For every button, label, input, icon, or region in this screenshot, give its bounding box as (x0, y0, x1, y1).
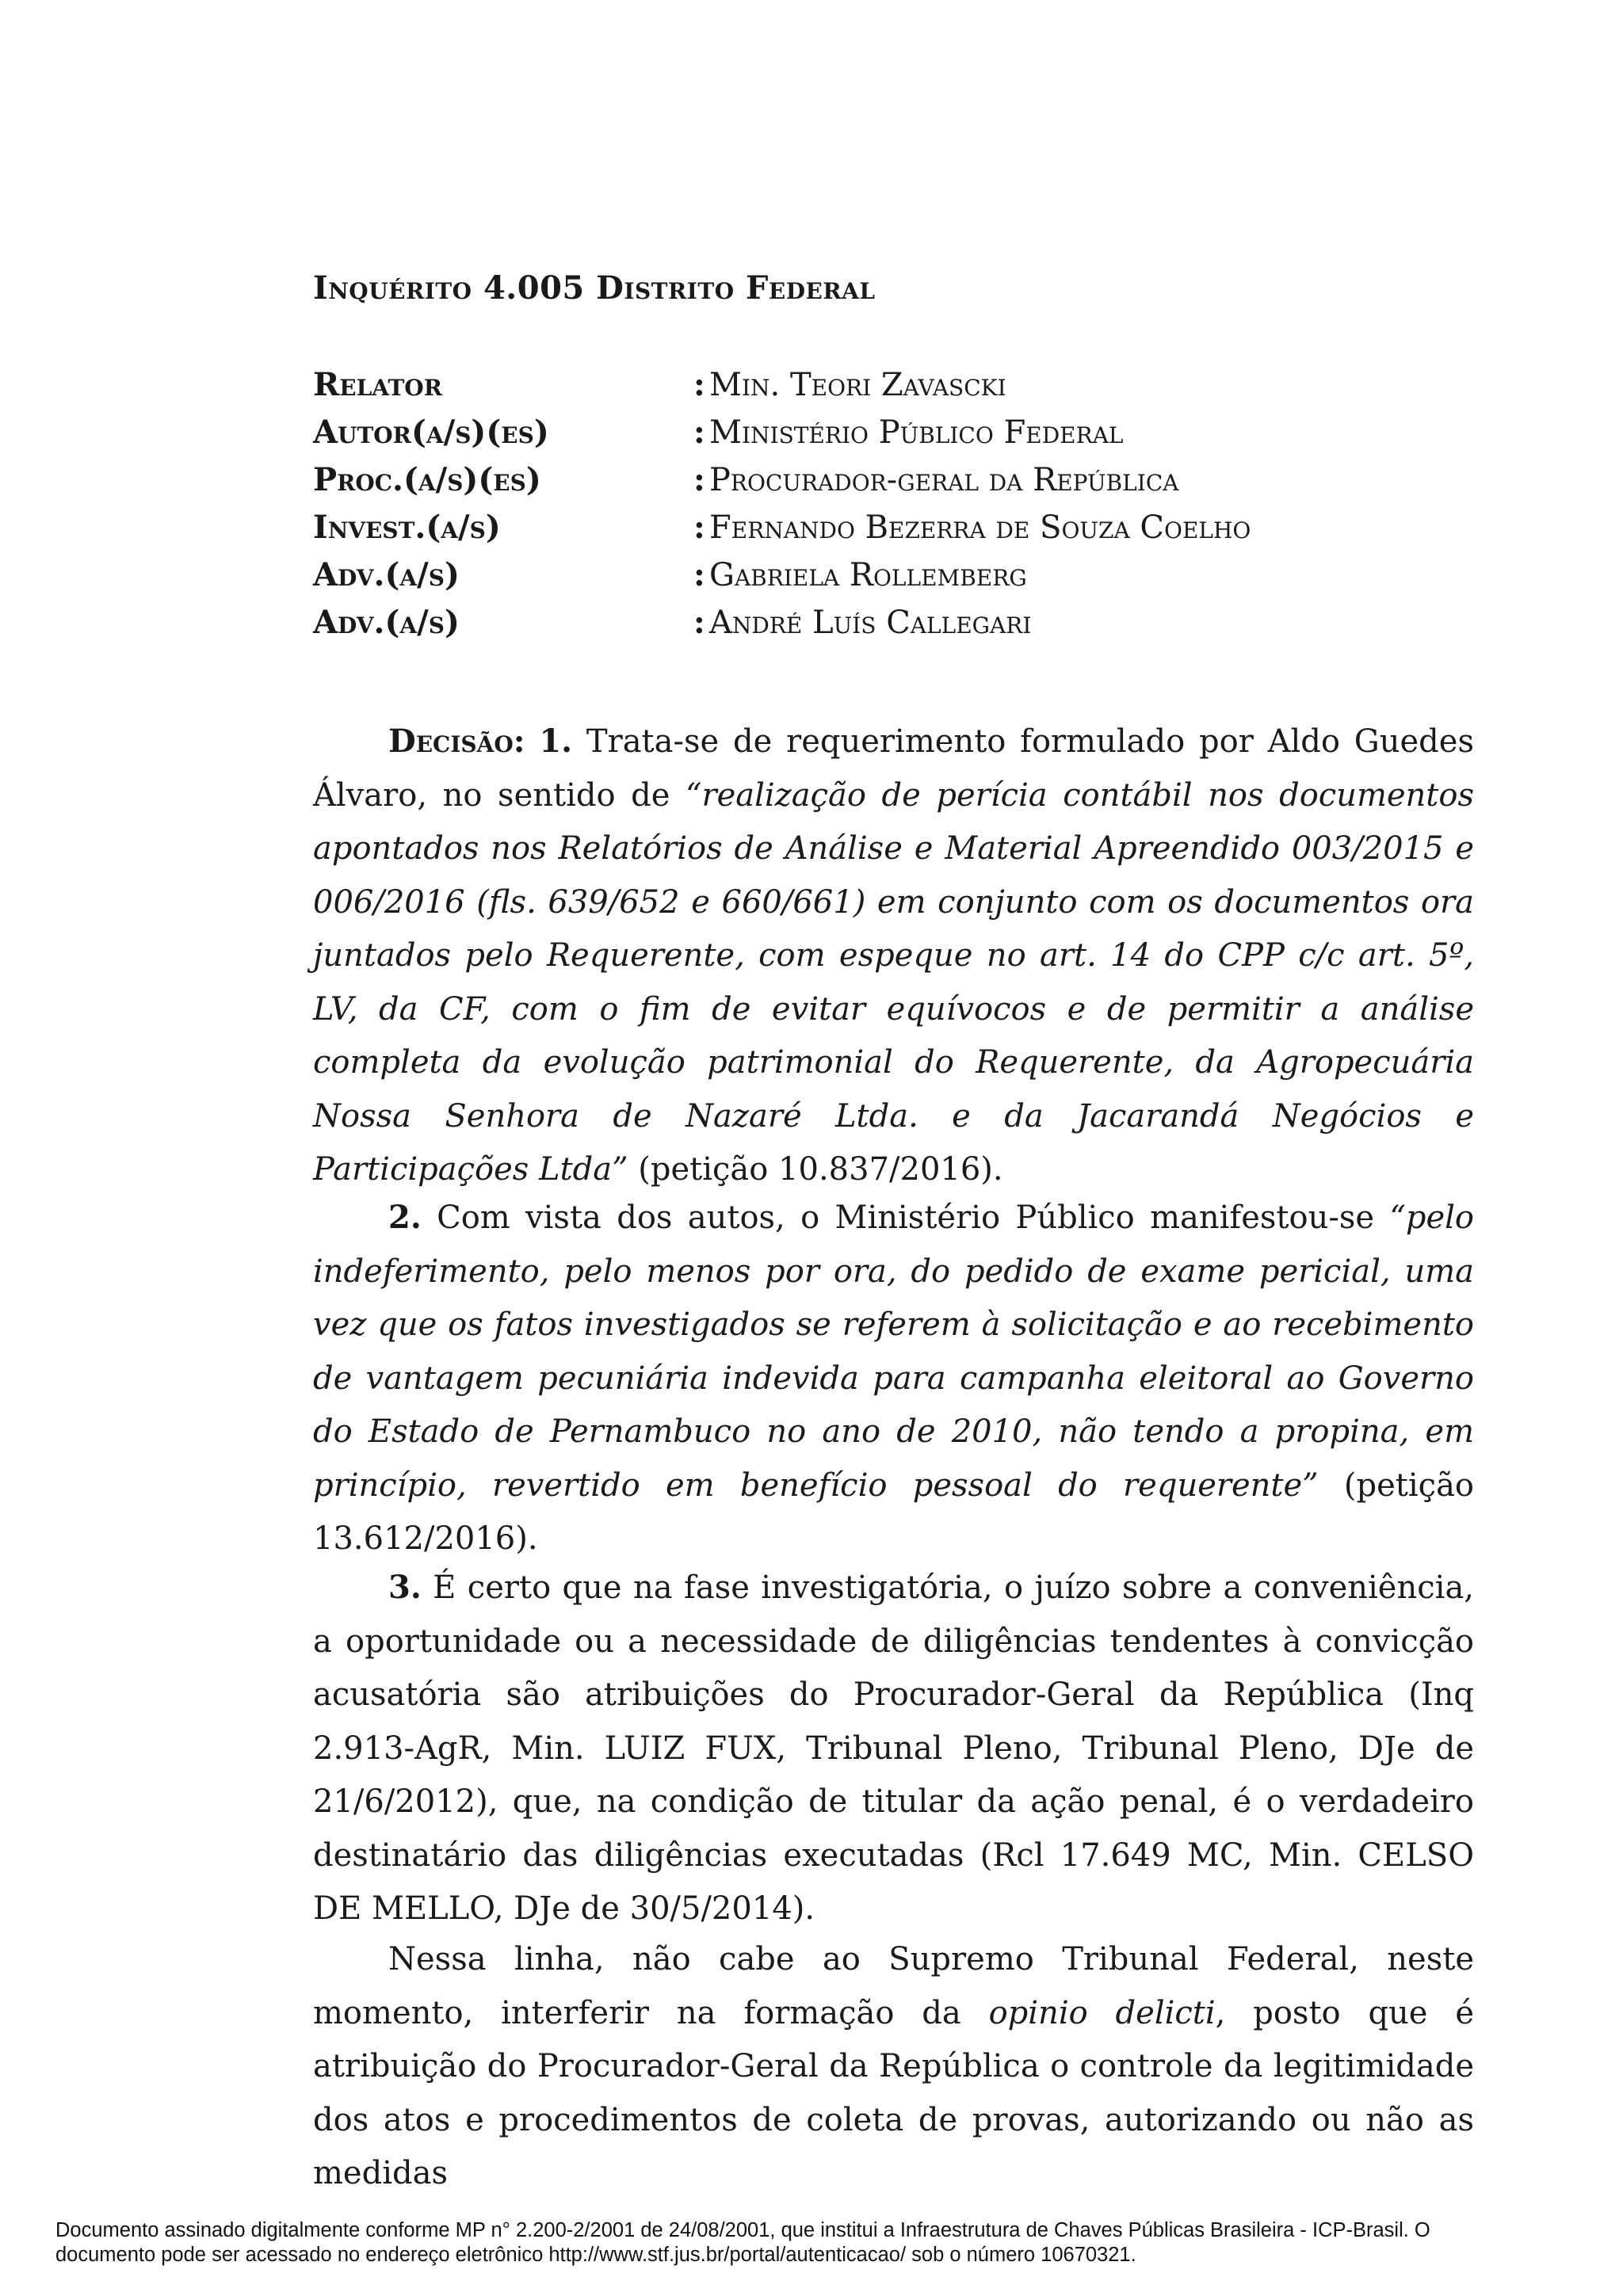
party-colon: : (693, 556, 705, 593)
paragraph-text: Trata-se de requerimento formulado por Aldo Guedes Álvaro, no sentido de (313, 723, 1474, 814)
signature-footer (55, 2218, 1569, 2267)
paragraph-text-continued: , posto que é atribuição do Procurador-Geral da República o controle da legitimidade dos atos e procedimentos de coleta de provas, autorizando ou não as medidas (313, 1994, 1474, 2191)
party-row-autor (313, 414, 1502, 461)
paragraph-1 (313, 715, 1474, 1197)
party-colon: : (693, 414, 705, 451)
paragraph-number: 2. (388, 1199, 422, 1236)
party-row-advogado-1 (313, 556, 1502, 604)
party-row-procurador (313, 461, 1502, 509)
party-colon: : (693, 509, 705, 546)
paragraph-2 (313, 1191, 1474, 1566)
quoted-text: “realização de perícia contábil nos documentos apontados nos Relatórios de Análise e Material Apreendido 003/2015 e 006/2016 (fls. 639/652 e 660/661) em conjunto com os documentos ora juntados pelo Requerente, com espeque no art. 14 do CPP c/c art. 5º, LV, da CF, com o fim de evitar equívocos e de permitir a análise completa da evolução patrimonial do Requerente, da Agropecuária Nossa Senhora de Nazaré Ltda. e da Jacarandá Negócios e Participações Ltda” (313, 776, 1474, 1188)
party-label: Adv.(a/s) (313, 556, 460, 593)
party-label: Autor(a/s)(es) (313, 414, 549, 451)
party-row-relator (313, 366, 1502, 414)
footer-line-2: documento pode ser acessado no endereço eletrônico http://www.stf.jus.br/portal/autenticacao/ sob o número 10670321. (55, 2244, 1136, 2266)
document-title: Inquérito 4.005 Distrito Federal (313, 269, 876, 307)
paragraph-number: 1. (539, 723, 573, 760)
paragraph-number: 3. (388, 1569, 422, 1606)
citation: (petição 13.612/2016). (313, 1466, 1475, 1557)
party-value: Min. Teori Zavascki (709, 367, 1006, 403)
party-label: Proc.(a/s)(es) (313, 461, 541, 498)
party-row-investigado (313, 509, 1502, 556)
footer-line-1: Documento assinado digitalmente conforme MP n° 2.200-2/2001 de 24/08/2001, que institui a Infraestrutura de Chaves Públicas Brasileira - ICP-Brasil. O (55, 2219, 1430, 2241)
party-value: Fernando Bezerra de Souza Coelho (709, 509, 1251, 546)
paragraph-3 (313, 1561, 1474, 1936)
parties-table (313, 366, 1502, 651)
citation: (petição 10.837/2016). (628, 1151, 1003, 1188)
party-label: Invest.(a/s) (313, 509, 501, 546)
paragraph-text: É certo que na fase investigatória, o juízo sobre a conveniência, a oportunidade ou a necessidade de diligências tendentes à convicção acusatória são atribuições do Procurador-Geral da República (Inq 2.913-AgR, Min. LUIZ FUX, Tribunal Pleno, Tribunal Pleno, DJe de 21/6/2012), que, na condição de titular da ação penal, é o verdadeiro destinatário das diligências executadas (Rcl 17.649 MC, Min. CELSO DE MELLO, DJe de 30/5/2014). (313, 1569, 1474, 1927)
party-value: Procurador-geral da República (709, 462, 1179, 498)
paragraph-text: Nessa linha, não cabe ao Supremo Tribunal Federal, neste momento, interferir na formação da (313, 1941, 1474, 2031)
party-label: Adv.(a/s) (313, 604, 460, 641)
latin-term: opinio delicti (988, 1994, 1216, 2031)
party-value: André Luís Callegari (709, 605, 1032, 641)
party-value: Gabriela Rollemberg (709, 557, 1027, 593)
party-colon: : (693, 461, 705, 498)
party-colon: : (693, 366, 705, 403)
party-colon: : (693, 604, 705, 641)
decision-heading: Decisão: (388, 723, 525, 760)
party-row-advogado-2 (313, 604, 1502, 651)
paragraph-text: Com vista dos autos, o Ministério Público manifestou-se (421, 1199, 1390, 1236)
party-value: Ministério Público Federal (709, 414, 1124, 451)
quoted-text: “pelo indeferimento, pelo menos por ora, do pedido de exame pericial, uma vez que os fatos investigados se referem à solicitação e ao recebimento de vantagem pecuniária indevida para campanha eleitoral ao Governo do Estado de Pernambuco no ano de 2010, não tendo a propina, em princípio, revertido em benefício pessoal do requerente” (313, 1199, 1474, 1504)
paragraph-4 (313, 1933, 1474, 2201)
party-label: Relator (313, 366, 442, 403)
